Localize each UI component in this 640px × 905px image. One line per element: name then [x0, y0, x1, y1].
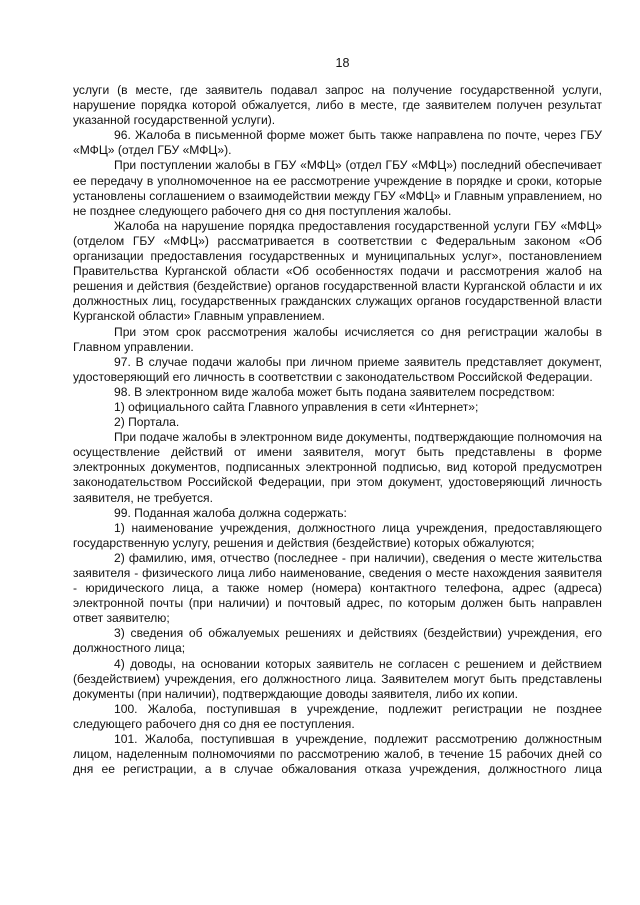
paragraph: 99. Поданная жалоба должна содержать:: [114, 505, 347, 520]
paragraph: услуги (в месте, где заявитель подавал запрос на получение государственной услуги, нарушение порядка которой обжалуется, либо в месте, где заявителем получен результат указанной государственной услуги).: [73, 83, 602, 128]
paragraph: 2) фамилию, имя, отчество (последнее - при наличии), сведения о месте жительства заявителя - физического лица либо наименование, сведения о месте нахождения заявителя - юридического лица, а также номер (номера) контактного телефона, адрес (адреса) электронной почты (при наличии) и почтовый адрес, по которым должен быть направлен ответ заявителю;: [73, 550, 602, 626]
paragraph: 97. В случае подачи жалобы при личном приеме заявитель представляет документ, удостоверяющий его личность в соответствии с законодательством Российской Федерации.: [73, 354, 602, 384]
paragraph: 101. Жалоба, поступившая в учреждение, подлежит рассмотрению должностным лицом, наделенным полномочиями по рассмотрению жалоб, в течение 15 рабочих дней со дня ее регистрации, а в случае обжалования отказа учреждения, должностного лица: [73, 732, 602, 777]
paragraph: 98. В электронном виде жалоба может быть подана заявителем посредством:: [114, 384, 555, 399]
paragraph: 2) Портала.: [114, 415, 180, 430]
paragraph: При поступлении жалобы в ГБУ «МФЦ» (отдел ГБУ «МФЦ») последний обеспечивает ее передачу в уполномоченное на ее рассмотрение учреждение в порядке и сроки, которые установлены соглашением о взаимодействии между ГБУ «МФЦ» и Главным управлением, но не позднее следующего рабочего дня со дня поступления жалобы.: [73, 158, 602, 218]
paragraph: 3) сведения об обжалуемых решениях и действиях (бездействии) учреждения, его должностного лица;: [73, 626, 602, 656]
document-body: [73, 83, 602, 777]
paragraph: 1) официального сайта Главного управления в сети «Интернет»;: [114, 399, 479, 414]
paragraph: 4) доводы, на основании которых заявитель не согласен с решением и действием (бездействием) учреждения, его должностного лица. Заявителем могут быть представлены документы (при наличии), подтверждающие доводы заявителя, либо их копии.: [73, 656, 602, 701]
paragraph: 1) наименование учреждения, должностного лица учреждения, предоставляющего государственную услугу, решения и действия (бездействие) которых обжалуются;: [73, 520, 602, 550]
page-number: 18: [335, 56, 350, 70]
paragraph: При этом срок рассмотрения жалобы исчисляется со дня регистрации жалобы в Главном управлении.: [73, 324, 602, 354]
paragraph: 100. Жалоба, поступившая в учреждение, подлежит регистрации не позднее следующего рабочего дня со дня ее поступления.: [73, 701, 602, 731]
paragraph: 96. Жалоба в письменной форме может быть также направлена по почте, через ГБУ «МФЦ» (отдел ГБУ «МФЦ»).: [73, 128, 602, 158]
paragraph: Жалоба на нарушение порядка предоставления государственной услуги ГБУ «МФЦ» (отделом ГБУ «МФЦ») рассматривается в соответствии с Федеральным законом «Об организации предоставления государственных и муниципальных услуг», постановлением Правительства Курганской области «Об особенностях подачи и рассмотрения жалоб на решения и действия (бездействие) органов государственной власти Курганской области и их должностных лиц, государственных гражданских служащих органов государственной власти Курганской области» Главным управлением.: [73, 218, 602, 324]
paragraph: При подаче жалобы в электронном виде документы, подтверждающие полномочия на осуществление действий от имени заявителя, могут быть представлены в форме электронных документов, подписанных электронной подписью, вид которой предусмотрен законодательством Российской Федерации, при этом документ, удостоверяющий личность заявителя, не требуется.: [73, 430, 602, 505]
